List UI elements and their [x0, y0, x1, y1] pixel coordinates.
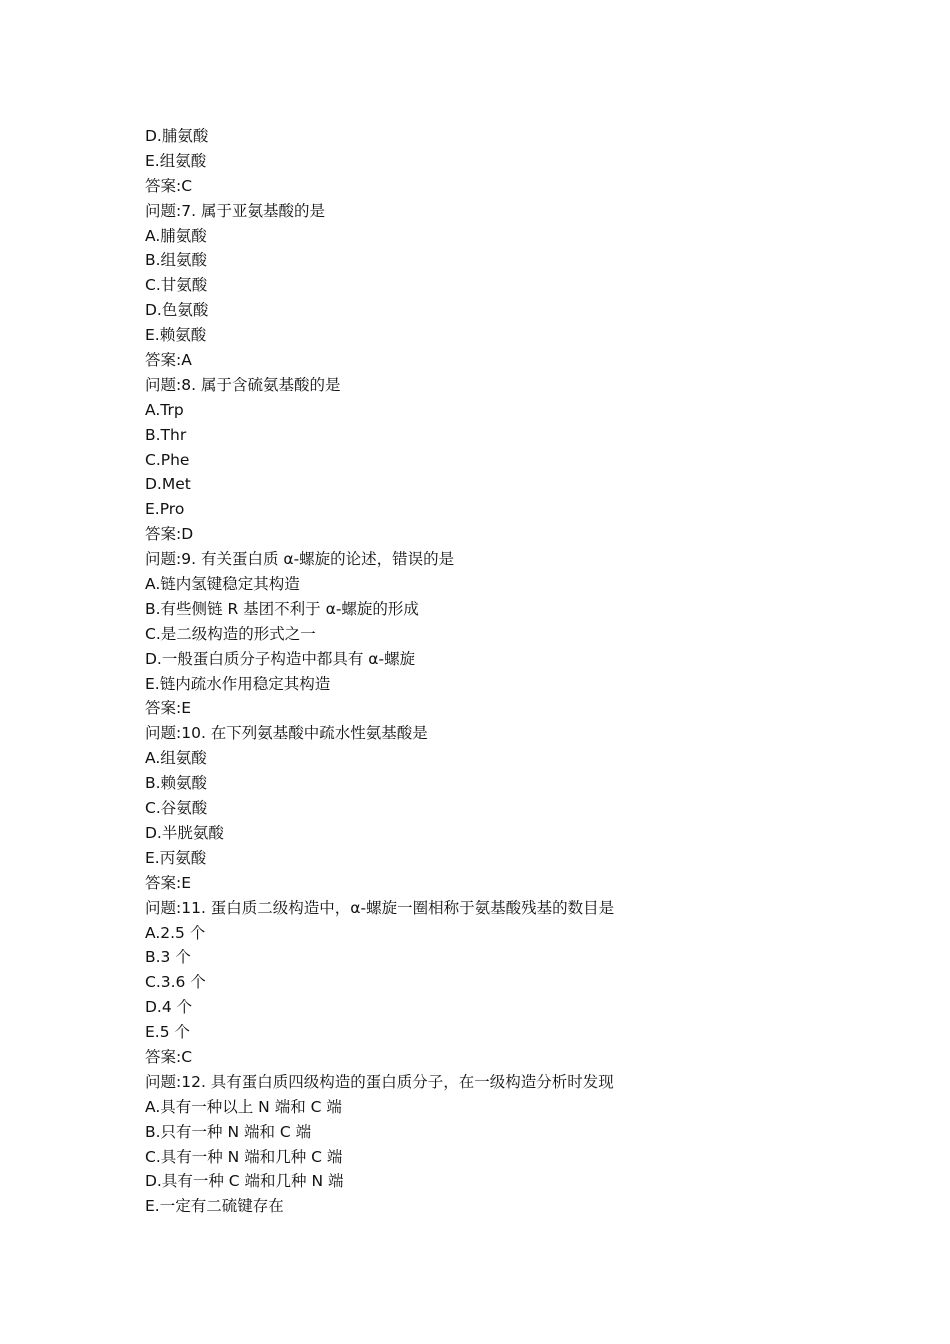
- option-line: C.具有一种 N 端和几种 C 端: [145, 1147, 343, 1166]
- option-line: C.Phe: [145, 450, 190, 469]
- option-line: D.一般蛋白质分子构造中都具有 α-螺旋: [145, 649, 416, 668]
- option-line: A.脯氨酸: [145, 226, 207, 245]
- option-line: D.4 个: [145, 998, 193, 1017]
- question-line: 问题:10. 在下列氨基酸中疏水性氨基酸是: [145, 724, 428, 743]
- question-line: 问题:9. 有关蛋白质 α-螺旋的论述，错误的是: [145, 550, 455, 569]
- option-line: D.色氨酸: [145, 301, 209, 320]
- option-line: B.组氨酸: [145, 251, 208, 270]
- option-line: E.Pro: [145, 500, 185, 519]
- option-line: E.5 个: [145, 1023, 191, 1042]
- option-line: E.链内疏水作用稳定其构造: [145, 674, 331, 693]
- option-line: B.Thr: [145, 425, 187, 444]
- option-line: A.2.5 个: [145, 923, 206, 942]
- answer-line: 答案:E: [145, 699, 192, 718]
- option-line: D.Met: [145, 475, 191, 494]
- option-line: B.有些侧链 R 基团不利于 α-螺旋的形成: [145, 599, 419, 618]
- question-line: 问题:12. 具有蛋白质四级构造的蛋白质分子，在一级构造分析时发现: [145, 1072, 614, 1091]
- question-line: 问题:7. 属于亚氨基酸的是: [145, 201, 325, 220]
- option-line: C.是二级构造的形式之一: [145, 624, 316, 643]
- option-line: B.3 个: [145, 948, 191, 967]
- document-body: [145, 124, 845, 1219]
- option-line: A.Trp: [145, 400, 184, 419]
- option-line: E.赖氨酸: [145, 326, 207, 345]
- answer-line: 答案:D: [145, 525, 194, 544]
- answer-line: 答案:E: [145, 873, 192, 892]
- option-line: C.谷氨酸: [145, 799, 208, 818]
- question-line: 问题:8. 属于含硫氨基酸的是: [145, 375, 341, 394]
- option-line: D.半胱氨酸: [145, 823, 224, 842]
- option-line: A.链内氢键稳定其构造: [145, 575, 300, 594]
- answer-line: 答案:C: [145, 1047, 193, 1066]
- answer-line: 答案:C: [145, 176, 193, 195]
- option-line: E.一定有二硫键存在: [145, 1197, 284, 1216]
- option-line: E.丙氨酸: [145, 848, 207, 867]
- option-line: D.脯氨酸: [145, 127, 209, 145]
- option-line: B.赖氨酸: [145, 774, 208, 793]
- option-line: A.组氨酸: [145, 749, 207, 768]
- option-line: E.组氨酸: [145, 151, 207, 170]
- option-line: C.甘氨酸: [145, 276, 208, 295]
- answer-line: 答案:A: [145, 351, 192, 370]
- option-line: A.具有一种以上 N 端和 C 端: [145, 1097, 342, 1116]
- option-line: B.只有一种 N 端和 C 端: [145, 1122, 312, 1141]
- question-line: 问题:11. 蛋白质二级构造中，α-螺旋一圈相称于氨基酸残基的数目是: [145, 898, 615, 917]
- option-line: D.具有一种 C 端和几种 N 端: [145, 1172, 344, 1191]
- option-line: C.3.6 个: [145, 973, 206, 992]
